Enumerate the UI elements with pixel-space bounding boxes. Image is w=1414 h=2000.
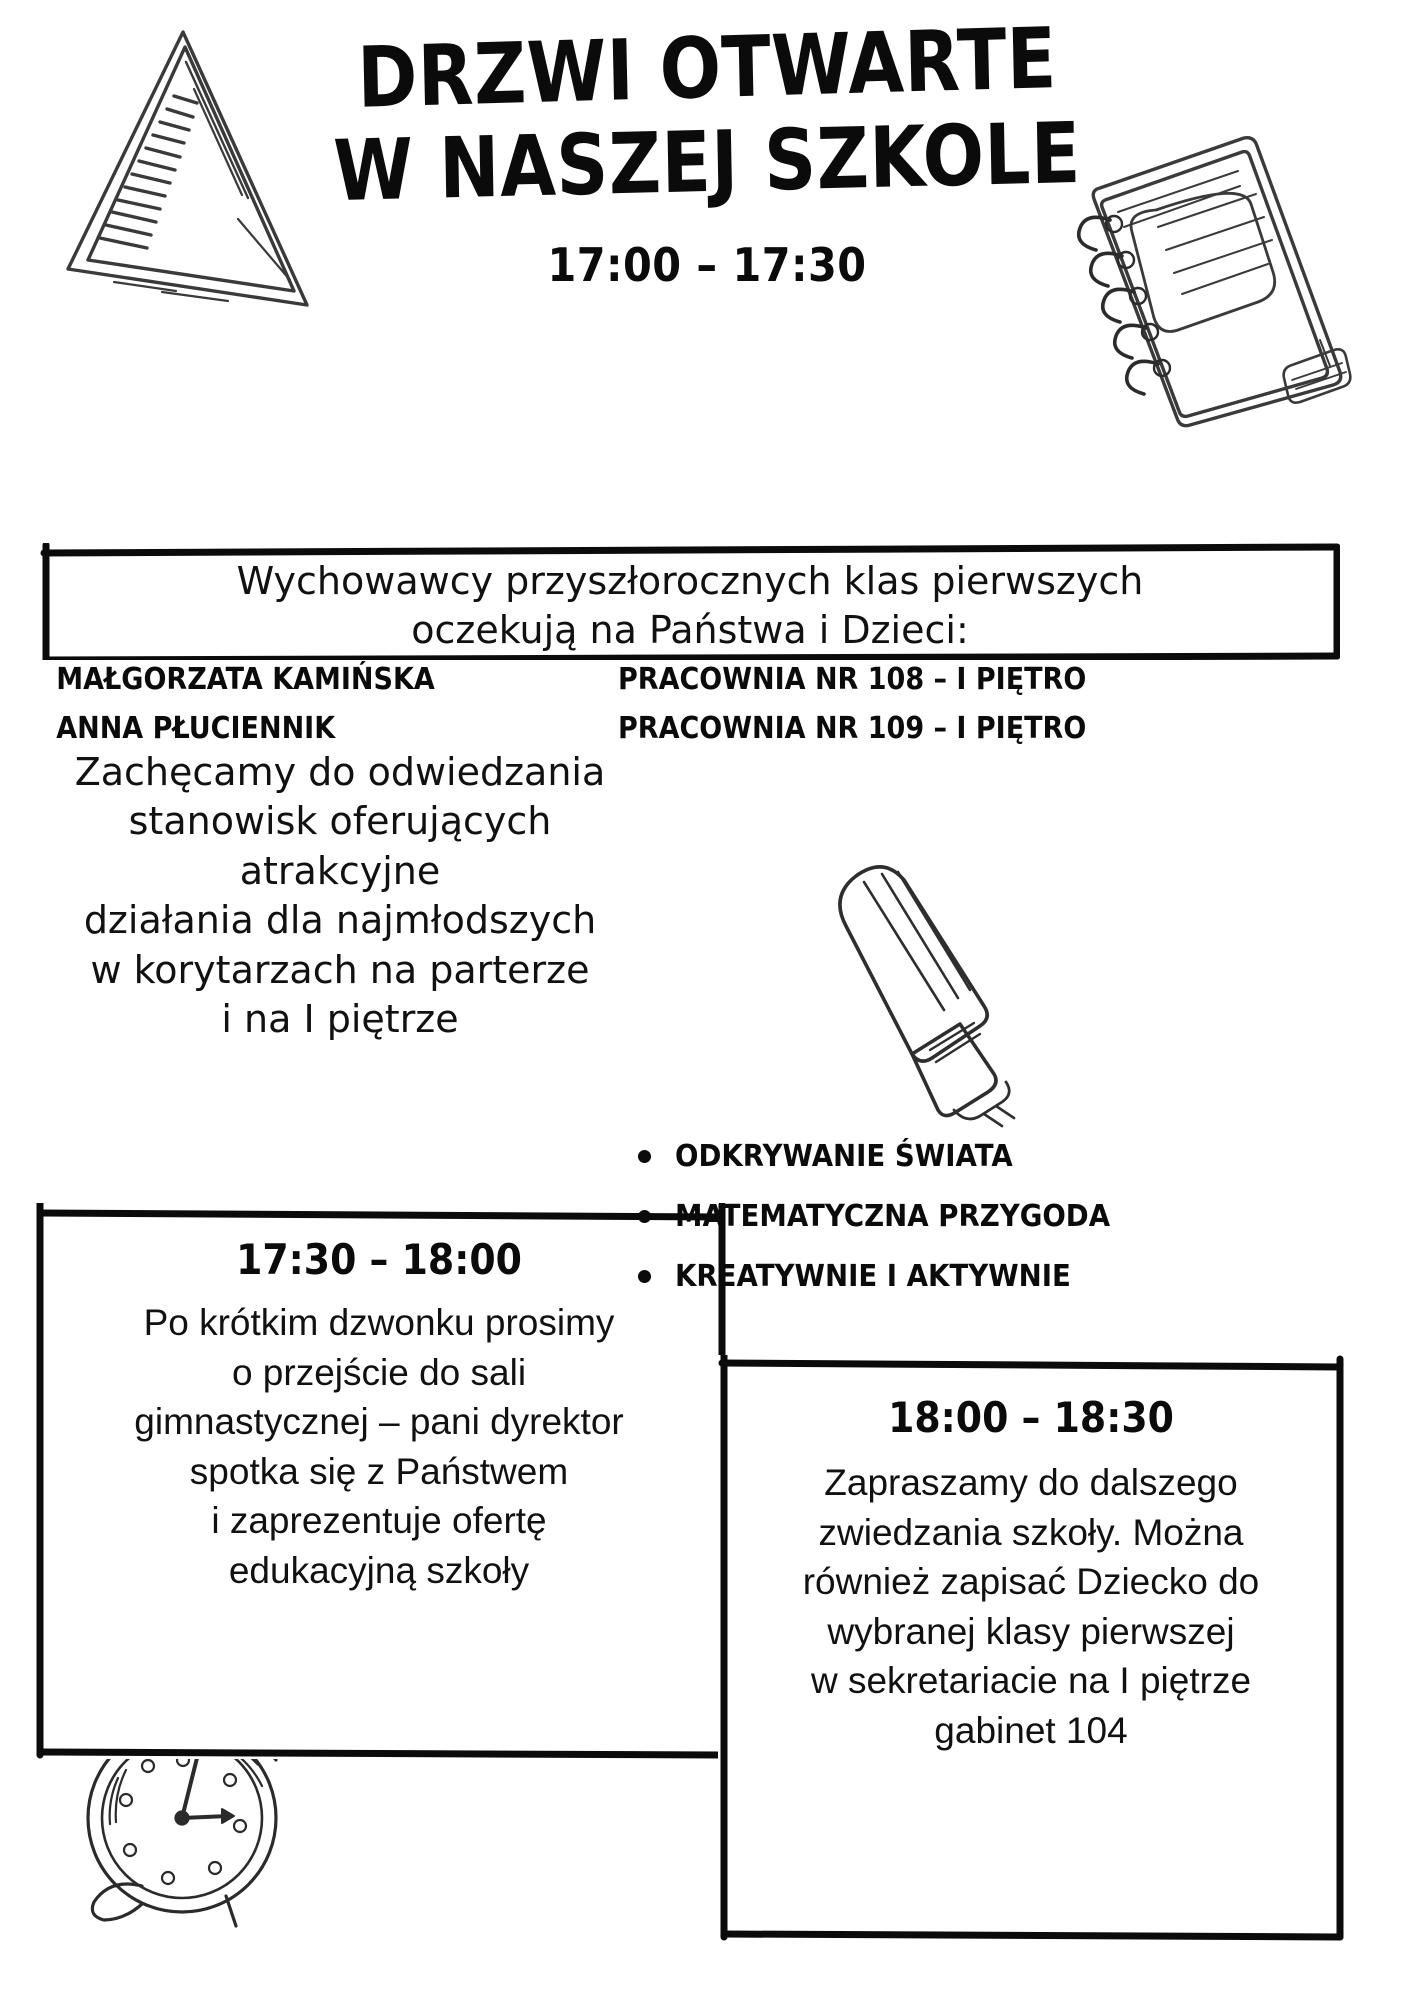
session-line-1: Po krótkim dzwonku prosimy bbox=[143, 1302, 615, 1343]
intro-line-1: Zachęcamy do odwiedzania bbox=[74, 750, 606, 794]
session-line-2: o przejście do sali bbox=[231, 1351, 527, 1393]
session-box-1730 bbox=[32, 1203, 726, 1759]
table-row bbox=[40, 711, 1340, 746]
page-title-line-2: W NASZEJ SZKOLE bbox=[332, 103, 1082, 221]
teachers-intro-line-1: Wychowawcy przyszłorocznych klas pierwszych bbox=[236, 559, 1144, 603]
activity-label: MATEMATYCZNA PRZYGODA bbox=[675, 1199, 1111, 1234]
teacher-room: PRACOWNIA NR 109 – I PIĘTRO bbox=[618, 711, 1087, 746]
session-line-6: gabinet 104 bbox=[934, 1709, 1128, 1751]
list-item bbox=[638, 1259, 1258, 1294]
teacher-room-list bbox=[40, 662, 1340, 760]
session-1800-content bbox=[718, 1355, 1344, 1942]
headline-time: 17:00 – 17:30 bbox=[547, 238, 867, 292]
poster-header bbox=[0, 9, 1414, 292]
intro-line-4: w korytarzach na parterze bbox=[90, 947, 590, 992]
session-line-4: spotka się z Państwem bbox=[189, 1450, 569, 1492]
session-1800-body bbox=[742, 1458, 1320, 1755]
session-line-4: wybranej klasy pierwszej bbox=[827, 1610, 1235, 1652]
activity-list bbox=[638, 1139, 1258, 1319]
session-1730-body bbox=[54, 1298, 704, 1595]
teacher-name: MAŁGORZATA KAMIŃSKA bbox=[56, 662, 435, 697]
highlighter-marker-icon bbox=[788, 838, 1038, 1128]
session-line-2: zwiedzania szkoły. Można bbox=[818, 1511, 1244, 1553]
intro-line-5: i na I piętrze bbox=[221, 996, 459, 1041]
teacher-room: PRACOWNIA NR 108 – I PIĘTRO bbox=[618, 662, 1087, 697]
session-line-3: również zapisać Dziecko do bbox=[802, 1561, 1260, 1603]
teachers-intro-line-2: oczekują na Państwa i Dzieci: bbox=[411, 608, 969, 653]
bullet-icon bbox=[638, 1210, 651, 1223]
session-line-5: i zaprezentuje ofertę bbox=[211, 1500, 547, 1542]
intro-line-3: działania dla najmłodszych bbox=[83, 898, 597, 943]
bullet-icon bbox=[638, 1270, 651, 1283]
session-box-1800 bbox=[718, 1355, 1344, 1942]
list-item bbox=[638, 1139, 1258, 1174]
session-line-6: edukacyjną szkoły bbox=[228, 1549, 530, 1591]
session-line-5: w sekretariacie na I piętrze bbox=[810, 1660, 1252, 1702]
session-line-3: gimnastycznej – pani dyrektor bbox=[134, 1401, 624, 1443]
activity-label: ODKRYWANIE ŚWIATA bbox=[675, 1139, 1013, 1174]
teachers-info-box bbox=[40, 543, 1340, 660]
intro-line-2: stanowisk oferujących atrakcyjne bbox=[128, 799, 552, 893]
session-line-1: Zapraszamy do dalszego bbox=[824, 1462, 1238, 1503]
teachers-intro-text bbox=[40, 543, 1340, 660]
session-time-1800: 18:00 – 18:30 bbox=[888, 1393, 1174, 1442]
session-time-1730: 17:30 – 18:00 bbox=[236, 1235, 522, 1284]
table-row bbox=[40, 662, 1340, 697]
bullet-icon bbox=[638, 1150, 651, 1163]
session-1730-content bbox=[32, 1203, 726, 1759]
list-item bbox=[638, 1199, 1258, 1234]
visit-encouragement-paragraph bbox=[40, 748, 640, 1044]
activity-label: KREATYWNIE I AKTYWNIE bbox=[675, 1259, 1071, 1294]
teacher-name: ANNA PŁUCIENNIK bbox=[56, 711, 336, 746]
page-title-line-1: DRZWI OTWARTE bbox=[356, 9, 1058, 127]
